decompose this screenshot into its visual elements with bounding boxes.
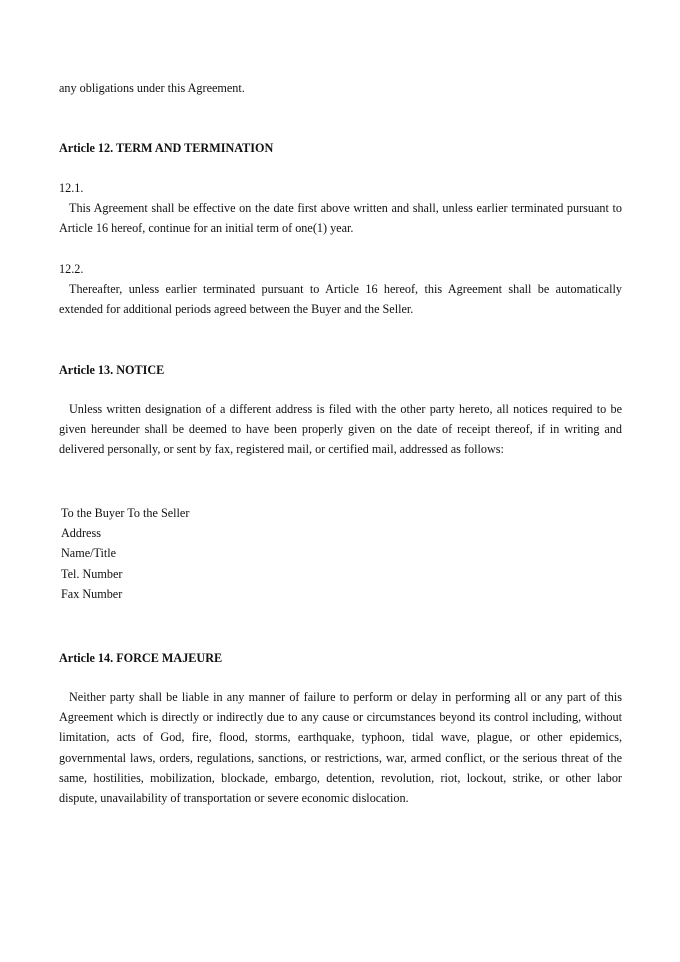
address-line: Address (61, 526, 101, 541)
article-14-text: Neither party shall be liable in any manner of failure to perform or delay in performing all or any part of this Agreement which is directly or indirectly due to any cause or circumstances beyond its control including, without limitation, acts of God, fire, flood, storms, earthquake, typhoon, tidal wave, plague, or other epidemics, governmental laws, orders, regulations, sanctions, or restrictions, war, armed conflict, or the serious threat of the same, hostilities, mobilization, blockade, embargo, detention, revolution, riot, lockout, strike, or other labor dispute, unavailability of transportation or severe economic dislocation. (59, 690, 622, 806)
address-line: Tel. Number (61, 566, 123, 581)
article-13-text: Unless written designation of a different address is filed with the other party hereto, all notices required to be given hereunder shall be deemed to have been properly given on the date of receipt thereof, if in writing and delivered personally, or sent by fax, registered mail, or certified mail, addressed as follows: (59, 402, 622, 457)
address-block (61, 503, 189, 604)
section-12-1-number: 12.1. (59, 181, 84, 195)
address-line: Name/Title (61, 546, 117, 561)
article-12-heading: Article 12. TERM AND TERMINATION (59, 141, 274, 155)
intro-text: any obligations under this Agreement. (59, 81, 245, 95)
article-14-heading: Article 14. FORCE MAJEURE (59, 651, 223, 665)
section-12-1-text: This Agreement shall be effective on the date first above written and shall, unless earlier terminated pursuant to Article 16 hereof, continue for an initial term of one(1) year. (59, 201, 622, 236)
section-12-2-number: 12.2. (59, 262, 84, 276)
section-12-2-text: Thereafter, unless earlier terminated pursuant to Article 16 hereof, this Agreement shall be automatically extended for additional periods agreed between the Buyer and the Seller. (59, 282, 622, 317)
address-line: Fax Number (61, 586, 123, 601)
article-13-heading: Article 13. NOTICE (59, 363, 165, 377)
address-line: To the Buyer To the Seller (61, 506, 190, 520)
